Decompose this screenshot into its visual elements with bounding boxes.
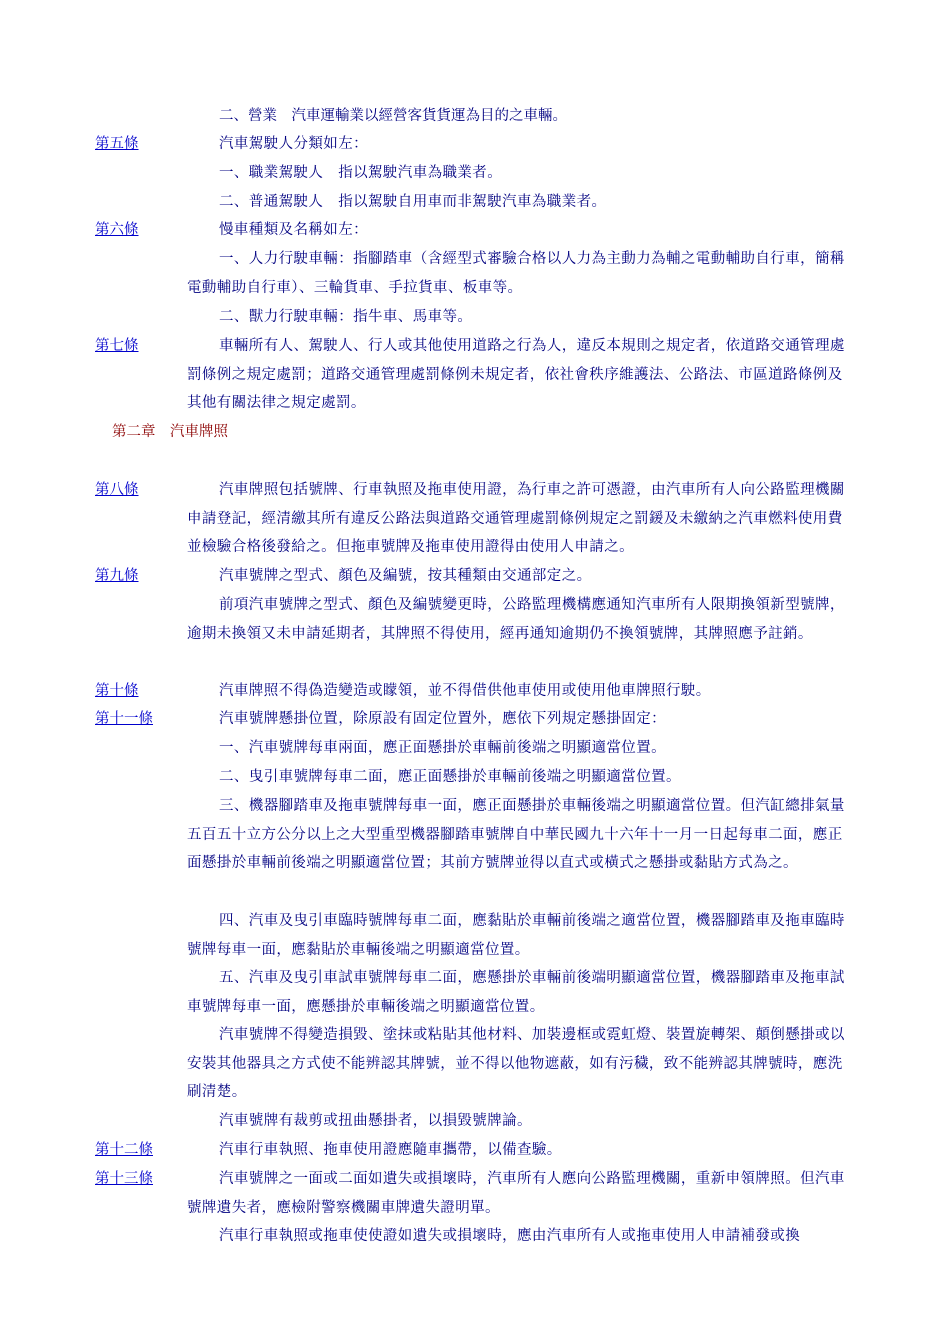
- chapter-heading: 第二章 汽車牌照: [112, 424, 228, 440]
- article-paragraph: 汽車行車執照或拖車使使證如遺失或損壞時，應由汽車所有人或拖車使用人申請補發或換: [219, 1228, 801, 1244]
- article-paragraph: 汽車號牌之型式、顏色及編號，按其種類由交通部定之。: [219, 568, 592, 584]
- article-link[interactable]: 第八條: [95, 482, 139, 498]
- article-link[interactable]: 第五條: [95, 136, 139, 152]
- article-paragraph: 一、職業駕駛人 指以駕駛汽車為職業者。: [219, 165, 503, 181]
- article-paragraph: 一、人力行駛車輛：指腳踏車（含經型式審驗合格以人力為主動力為輔之電動輔助自行車，簡稱電動輔助自行車）、三輪貨車、手拉貨車、板車等。: [187, 251, 845, 296]
- article-paragraph: 車輛所有人、駕駛人、行人或其他使用道路之行為人，違反本規則之規定者，依道路交通管理處罰條例之規定處罰；道路交通管理處罰條例未規定者，依社會秩序維護法、公路法、市區道路條例及其他有關法律之規定處罰。: [187, 338, 845, 411]
- article-paragraph: 慢車種類及名稱如左：: [219, 222, 368, 238]
- article-paragraph: 汽車號牌有裁剪或扭曲懸掛者，以損毀號牌論。: [219, 1113, 532, 1129]
- article-paragraph: 二、曳引車號牌每車二面，應正面懸掛於車輛前後端之明顯適當位置。: [219, 769, 681, 785]
- article-paragraph: 汽車牌照包括號牌、行車執照及拖車使用證，為行車之許可憑證，由汽車所有人向公路監理機關申請登記，經清繳其所有違反公路法與道路交通管理處罰條例規定之罰鍰及未繳納之汽車燃料使用費並檢驗合格後發給之。但拖車號牌及拖車使用證得由使用人申請之。: [187, 482, 845, 555]
- article-paragraph: 汽車駕駛人分類如左：: [219, 136, 368, 152]
- article-continuation-line: 二、營業 汽車運輸業以經營客貨貨運為目的之車輛。: [219, 108, 567, 124]
- article-paragraph: 汽車牌照不得偽造變造或矇領，並不得借供他車使用或使用他車牌照行駛。: [219, 683, 711, 699]
- article-link[interactable]: 第十二條: [95, 1142, 153, 1158]
- article-paragraph: 汽車號牌不得變造損毀、塗抹或粘貼其他材料、加裝邊框或霓虹燈、裝置旋轉架、顛倒懸掛或以安裝其他器具之方式使不能辨認其牌號，並不得以他物遮蔽，如有污穢，致不能辨認其牌號時，應洗刷清楚。: [187, 1027, 845, 1100]
- article-paragraph: 前項汽車號牌之型式、顏色及編號變更時，公路監理機構應通知汽車所有人限期換領新型號牌，逾期未換領又未申請延期者，其牌照不得使用，經再通知逾期仍不換領號牌，其牌照應予註銷。: [187, 597, 845, 642]
- article-paragraph: 汽車行車執照、拖車使用證應隨車攜帶，以備查驗。: [219, 1142, 562, 1158]
- article-paragraph: 二、獸力行駛車輛：指牛車、馬車等。: [219, 309, 473, 325]
- article-link[interactable]: 第十條: [95, 683, 139, 699]
- article-paragraph: 四、汽車及曳引車臨時號牌每車二面，應黏貼於車輛前後端之適當位置，機器腳踏車及拖車臨時號牌每車一面，應黏貼於車輛後端之明顯適當位置。: [187, 913, 845, 958]
- article-link[interactable]: 第六條: [95, 222, 139, 238]
- article-paragraph: 三、機器腳踏車及拖車號牌每車一面，應正面懸掛於車輛後端之明顯適當位置。但汽缸總排氣量五百五十立方公分以上之大型重型機器腳踏車號牌自中華民國九十六年十一月一日起每車二面，應正面懸掛於車輛前後端之明顯適當位置；其前方號牌並得以直式或橫式之懸掛或黏貼方式為之。: [187, 798, 845, 871]
- article-link[interactable]: 第九條: [95, 568, 139, 584]
- article-link[interactable]: 第十三條: [95, 1171, 153, 1187]
- article-paragraph: 五、汽車及曳引車試車號牌每車二面，應懸掛於車輛前後端明顯適當位置，機器腳踏車及拖車試車號牌每車一面，應懸掛於車輛後端之明顯適當位置。: [187, 970, 845, 1015]
- article-paragraph: 二、普通駕駛人 指以駕駛自用車而非駕駛汽車為職業者。: [219, 194, 607, 210]
- article-link[interactable]: 第七條: [95, 338, 139, 354]
- article-link[interactable]: 第十一條: [95, 711, 153, 727]
- article-paragraph: 汽車號牌懸掛位置，除原設有固定位置外，應依下列規定懸掛固定：: [219, 711, 666, 727]
- article-paragraph: 一、汽車號牌每車兩面，應正面懸掛於車輛前後端之明顯適當位置。: [219, 740, 666, 756]
- article-paragraph: 汽車號牌之一面或二面如遺失或損壞時，汽車所有人應向公路監理機關，重新申領牌照。但汽車號牌遺失者，應檢附警察機關車牌遺失證明單。: [187, 1171, 845, 1216]
